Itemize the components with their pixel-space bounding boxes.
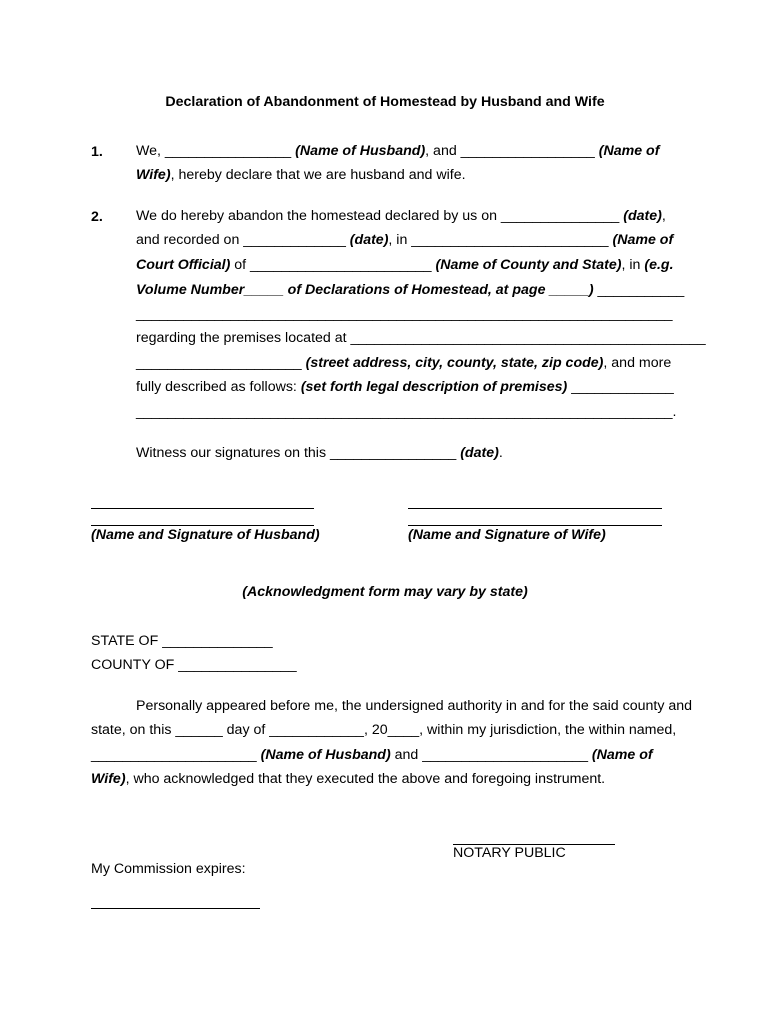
text: regarding the premises located at _____________________________________________: [136, 330, 706, 346]
item-2-line-1: [136, 206, 666, 226]
text: ,: [661, 208, 666, 224]
text: ___________: [593, 282, 685, 298]
notary-public-label: NOTARY PUBLIC: [453, 845, 566, 861]
field-label: (date): [460, 445, 499, 461]
text: fully described as follows:: [136, 379, 301, 395]
commission-expires-label: My Commission expires:: [91, 861, 246, 877]
field-label: (Name of County and State): [435, 257, 622, 273]
text: , hereby declare that we are husband and wife.: [170, 167, 466, 183]
husband-signature-label: (Name and Signature of Husband): [91, 527, 320, 543]
ack-line-2: [91, 722, 676, 738]
text: Witness our signatures on this ________________: [136, 445, 461, 461]
text: _____________: [567, 379, 674, 395]
county-line: COUNTY OF _______________: [91, 657, 297, 673]
text: , and _________________: [425, 143, 599, 159]
field-label: Wife): [91, 771, 126, 787]
text: , who acknowledged that they executed the above and foregoing instrument.: [125, 771, 606, 787]
field-label: (set forth legal description of premises): [300, 379, 568, 395]
item-1-line-1: [136, 141, 659, 161]
field-label: (Name of: [612, 232, 674, 248]
ack-line-1: [136, 698, 692, 714]
item-2-number: 2.: [91, 209, 103, 225]
document-title: Declaration of Abandonment of Homestead by Husband and Wife: [165, 94, 605, 110]
field-label: (Name of Husband): [295, 143, 426, 159]
field-label: (Name of Husband): [260, 747, 391, 763]
text: and _____________________: [390, 747, 592, 763]
item-2-line-5: [136, 304, 673, 324]
text: _____________________: [136, 355, 306, 371]
field-label: Volume Number_____ of Declarations of Homestead, at page _____): [136, 282, 594, 298]
item-2-line-3: [136, 255, 674, 275]
wife-signature-label: (Name and Signature of Wife): [408, 527, 606, 543]
text: , and more: [603, 355, 672, 371]
wife-signature-line-1[interactable]: [408, 508, 662, 509]
field-label: (Name of: [598, 143, 660, 159]
field-label: (e.g.: [644, 257, 674, 273]
text: We do hereby abandon the homestead declared by us on _______________: [136, 208, 624, 224]
text: ____________________________________________________________________.: [136, 404, 677, 420]
husband-signature-line-1[interactable]: [91, 508, 314, 509]
field-label: (date): [349, 232, 389, 248]
text: We, ________________: [136, 143, 296, 159]
text: ____________________________________________________________________: [136, 306, 673, 322]
ack-line-3: [91, 747, 653, 763]
text: state, on this ______ day of ____________, 20____, within my jurisdiction, the within named,: [91, 722, 677, 738]
text: Personally appeared before me, the undersigned authority in and for the said county and: [136, 698, 693, 714]
field-label: Court Official): [136, 257, 231, 273]
text: _____________________: [91, 747, 261, 763]
text: and recorded on _____________: [136, 232, 350, 248]
text: .: [498, 445, 503, 461]
item-2-line-7: [136, 353, 671, 373]
ack-line-4: [91, 771, 605, 787]
wife-signature-line-2[interactable]: [408, 525, 662, 526]
item-2-line-2: [136, 230, 673, 250]
witness-line: [136, 443, 503, 463]
text: of _______________________: [230, 257, 436, 273]
item-2-line-9: [136, 402, 677, 422]
husband-signature-line-2[interactable]: [91, 525, 314, 526]
item-1-line-2: [136, 165, 466, 185]
acknowledgment-note: (Acknowledgment form may vary by state): [242, 584, 528, 600]
commission-expires-line[interactable]: [91, 908, 260, 909]
field-label: (date): [623, 208, 662, 224]
item-2-line-4: [136, 280, 684, 300]
item-2-line-8: [136, 377, 674, 397]
item-2-line-6: [136, 328, 706, 348]
field-label: (street address, city, county, state, zip code): [305, 355, 604, 371]
state-line: STATE OF ______________: [91, 633, 273, 649]
text: , in: [621, 257, 645, 273]
text: , in _________________________: [388, 232, 613, 248]
field-label: (Name of: [591, 747, 653, 763]
field-label: Wife): [136, 167, 171, 183]
item-1-number: 1.: [91, 144, 103, 160]
